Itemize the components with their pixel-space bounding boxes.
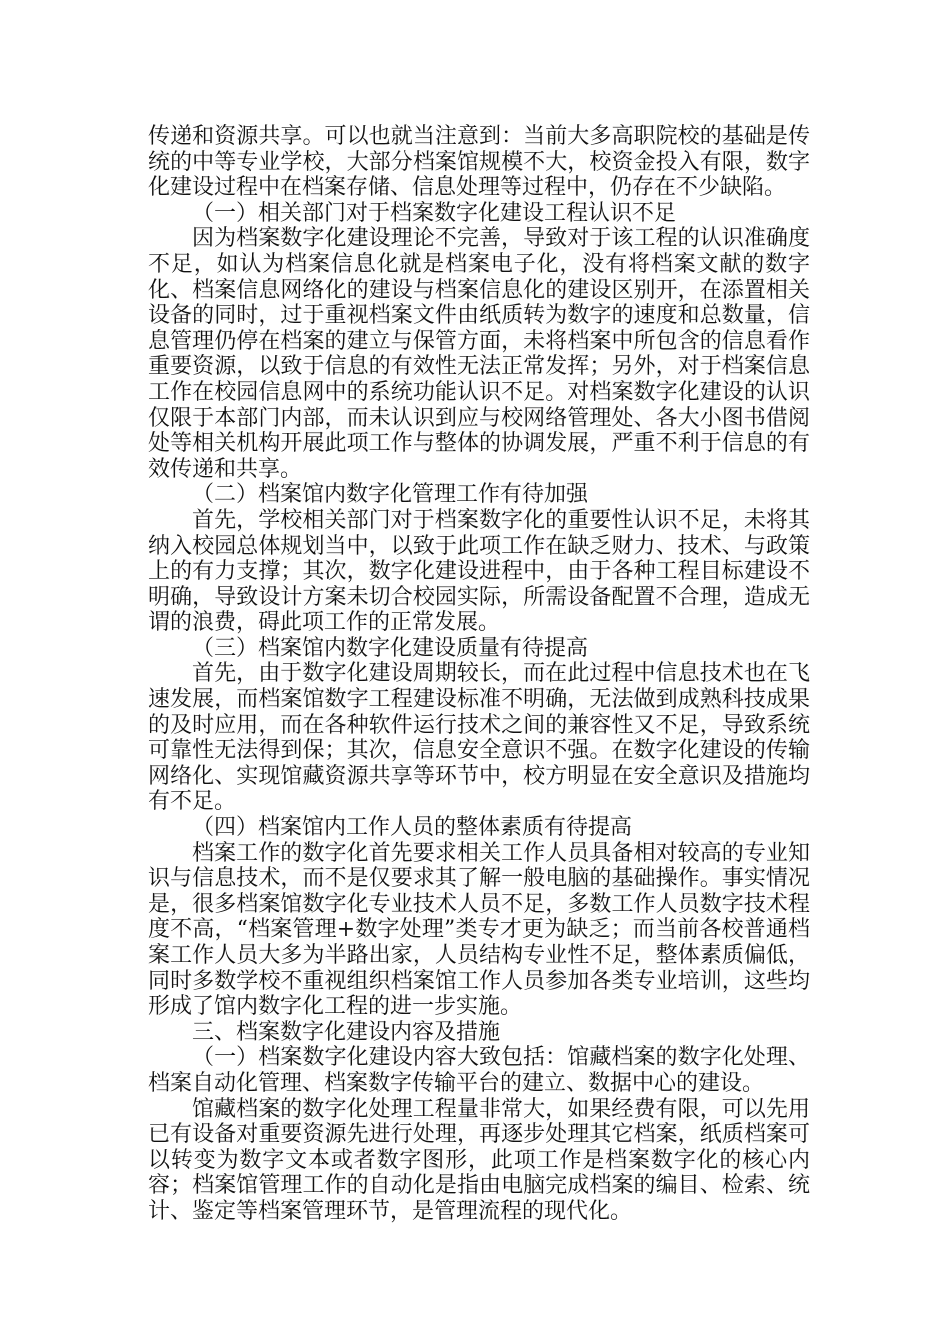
chapter-heading-3: 三、档案数字化建设内容及措施 <box>192 1019 501 1045</box>
section-heading-2: （二）档案馆内数字化管理工作有待加强 <box>192 482 589 508</box>
paragraph-body: 首先，由于数字化建设周期较长，而在此过程中信息技术也在飞速发展，而档案馆数字工程建设标准不明确，无法做到成熟科技成果的及时应用，而在各种软件运行技术之间的兼容性又不足，导致系统可靠性无法得到保；其次，信息安全意识不强。在数字化建设的传输网络化、实现馆藏资源共享等环节中，校方明显在安全意识及措施均有不足。 <box>148 661 810 815</box>
section-heading-3: （三）档案馆内数字化建设质量有待提高 <box>192 635 589 661</box>
document-page <box>148 124 810 1225</box>
paragraph-continued: 传递和资源共享。可以也就当注意到：当前大多高职院校的基础是传统的中等专业学校，大部分档案馆规模不大，校资金投入有限，数字化建设过程中在档案存储、信息处理等过程中，仍存在不少缺陷。 <box>148 124 810 201</box>
section-heading-1: （一）相关部门对于档案数字化建设工程认识不足 <box>192 200 677 226</box>
paragraph-body: 馆藏档案的数字化处理工程量非常大，如果经费有限，可以先用已有设备对重要资源先进行处理，再逐步处理其它档案，纸质档案可以转变为数字文本或者数字图形，此项工作是档案数字化的核心内容；档案馆管理工作的自动化是指由电脑完成档案的编目、检索、统计、鉴定等档案管理环节，是管理流程的现代化。 <box>148 1096 810 1224</box>
paragraph-body: 档案工作的数字化首先要求相关工作人员具备相对较高的专业知识与信息技术，而不是仅要求其了解一般电脑的基础操作。事实情况是，很多档案馆数字化专业技术人员不足，多数工作人员数字技术程度不高，“档案管理+数字处理”类专才更为缺乏；而当前各校普通档案工作人员大多为半路出家，人员结构专业性不足，整体素质偏低，同时多数学校不重视组织档案馆工作人员参加各类专业培训，这些均形成了馆内数字化工程的进一步实施。 <box>148 840 810 1020</box>
paragraph-body: 因为档案数字化建设理论不完善，导致对于该工程的认识准确度不足，如认为档案信息化就是档案电子化，没有将档案文献的数字化、档案信息网络化的建设与档案信息化的建设区别开，在添置相关设备的同时，过于重视档案文件由纸质转为数字的速度和总数量，信息管理仍停在档案的建立与保管方面，未将档案中所包含的信息看作重要资源，以致于信息的有效性无法正常发挥；另外，对于档案信息工作在校园信息网中的系统功能认识不足。对档案数字化建设的认识仅限于本部门内部，而未认识到应与校网络管理处、各大小图书借阅处等相关机构开展此项工作与整体的协调发展，严重不利于信息的有效传递和共享。 <box>148 226 810 482</box>
section-heading-4: （四）档案馆内工作人员的整体素质有待提高 <box>192 815 633 841</box>
paragraph-body: 首先，学校相关部门对于档案数字化的重要性认识不足，未将其纳入校园总体规划当中，以致于此项工作在缺乏财力、技术、与政策上的有力支撑；其次，数字化建设进程中，由于各种工程目标建设不明确，导致设计方案未切合校园实际，所需设备配置不合理，造成无谓的浪费，碍此项工作的正常发展。 <box>148 507 810 636</box>
paragraph-body: （一）档案数字化建设内容大致包括：馆藏档案的数字化处理、档案自动化管理、档案数字传输平台的建立、数据中心的建设。 <box>148 1045 810 1096</box>
